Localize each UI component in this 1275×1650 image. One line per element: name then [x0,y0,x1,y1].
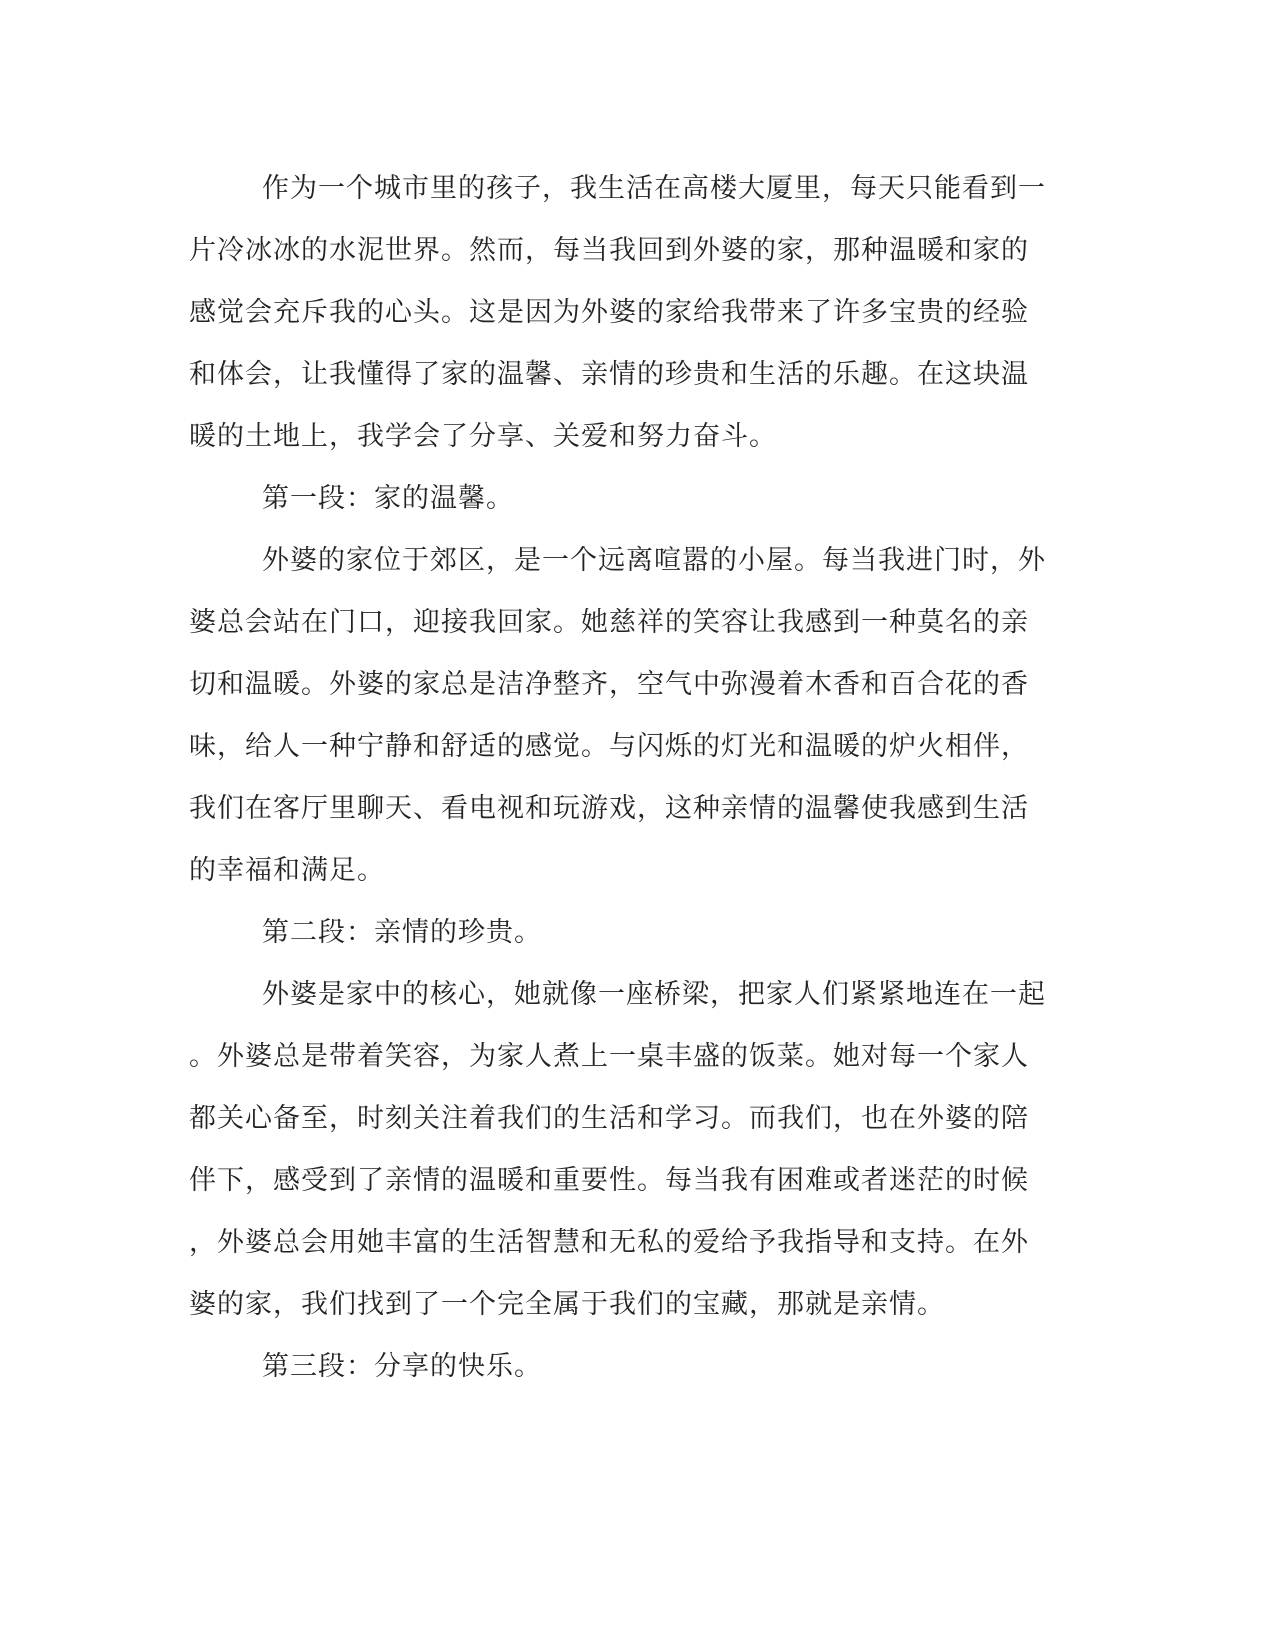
para1-line: 的幸福和满足。 [189,855,385,886]
intro-line: 作为一个城市里的孩子，我生活在高楼大厦里，每天只能看到一 [262,173,1046,204]
para2-line: 婆的家，我们找到了一个完全属于我们的宝藏，那就是亲情。 [189,1289,945,1320]
para1-line: 味，给人一种宁静和舒适的感觉。与闪烁的灯光和温暖的炉火相伴， [189,731,1029,762]
para1-line: 婆总会站在门口，迎接我回家。她慈祥的笑容让我感到一种莫名的亲 [189,607,1029,638]
para2-line: ，外婆总会用她丰富的生活智慧和无私的爱给予我指导和支持。在外 [189,1227,1029,1258]
para1-line: 我们在客厅里聊天、看电视和玩游戏，这种亲情的温馨使我感到生活 [189,793,1029,824]
para2-line: 外婆是家中的核心，她就像一座桥梁，把家人们紧紧地连在一起 [262,979,1046,1010]
section-heading-2: 第二段：亲情的珍贵。 [262,917,542,948]
intro-line: 片冷冰冰的水泥世界。然而，每当我回到外婆的家，那种温暖和家的 [189,235,1029,266]
para1-line: 切和温暖。外婆的家总是洁净整齐，空气中弥漫着木香和百合花的香 [189,669,1029,700]
document-body [189,158,1079,1398]
intro-line: 暖的土地上，我学会了分享、关爱和努力奋斗。 [189,421,777,452]
para2-line: 。外婆总是带着笑容，为家人煮上一桌丰盛的饭菜。她对每一个家人 [189,1041,1029,1072]
section-heading-1: 第一段：家的温馨。 [262,483,514,514]
para2-line: 伴下，感受到了亲情的温暖和重要性。每当我有困难或者迷茫的时候 [189,1165,1029,1196]
section-heading-3: 第三段：分享的快乐。 [262,1351,542,1382]
para1-line: 外婆的家位于郊区，是一个远离喧嚣的小屋。每当我进门时，外 [262,545,1046,576]
intro-line: 和体会，让我懂得了家的温馨、亲情的珍贵和生活的乐趣。在这块温 [189,359,1029,390]
para2-line: 都关心备至，时刻关注着我们的生活和学习。而我们，也在外婆的陪 [189,1103,1029,1134]
intro-line: 感觉会充斥我的心头。这是因为外婆的家给我带来了许多宝贵的经验 [189,297,1029,328]
